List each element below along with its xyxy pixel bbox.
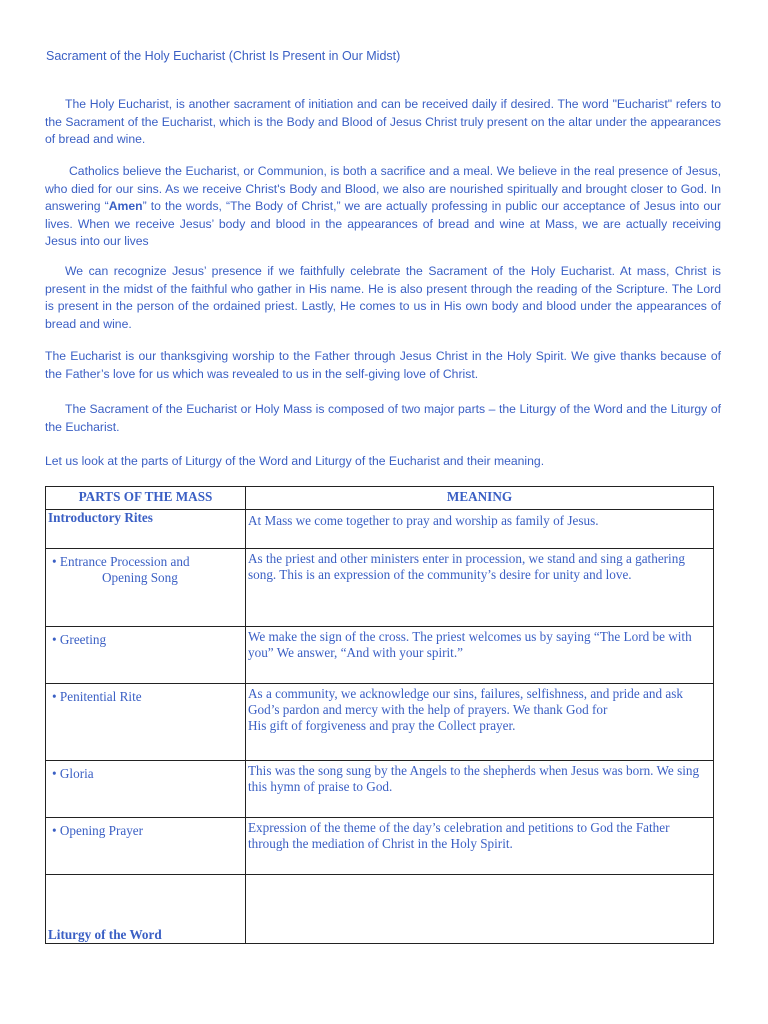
paragraph-recognize-presence: We can recognize Jesus’ presence if we faithfully celebrate the Sacrament of the Holy Eucharist. At mass, Christ is present in the midst of the faithful who gather in His name. He is also present through the reading of the Scripture. The Lord is present in the person of the ordained priest. Lastly, He comes to us in His own body and blood under the appearances of bread and wine. [45,264,721,331]
paragraph-two-parts: The Sacrament of the Eucharist or Holy Mass is composed of two major parts – the Liturgy of the Word and the Liturgy of the Eucharist. [45,402,721,434]
part-label: • Gloria [52,766,94,781]
meaning-line: His gift of forgiveness and pray the Collect prayer. [248,718,516,733]
part-label: • Penitential Rite [52,689,142,704]
meaning-cell [246,684,714,761]
meaning-cell: At Mass we come together to pray and worship as family of Jesus. [246,510,714,549]
paragraph-text: ” to the words, “The Body of Christ,” we are actually professing in public our acceptance of Jesus into our lives. When we receive Jesus’ body and blood in the appearances of bread and wine at Mass, we are actually receiving Jesus into our lives [45,199,722,249]
table-row [46,627,714,684]
table-row [46,549,714,627]
part-label: • Greeting [52,632,107,647]
table-row [46,684,714,761]
header-meaning: MEANING [246,487,714,510]
table-row [46,818,714,875]
part-label: • Entrance Procession and [52,554,190,569]
parts-of-mass-table [45,486,714,944]
header-parts: PARTS OF THE MASS [46,487,246,510]
document-title: Sacrament of the Holy Eucharist (Christ Is Present in Our Midst) [46,49,401,63]
paragraph-intro: The Holy Eucharist, is another sacrament of initiation and can be received daily if desired. The word "Eucharist" refers to the Sacrament of the Eucharist, which is the Body and Blood of Jesus Christ truly present on the altar under the appearances of bread and wine. [45,97,721,147]
paragraph-text: Catholics believe the Eucharist, or Communion, is both a sacrifice and a meal. We believe in the real presence of Jesus, who died for our sins. As we receive Christ's Body and Blood, we also are nourished spiritually and brought closer to God. In answering “ [45,164,721,214]
part-label: • Opening Prayer [52,823,144,838]
part-cell [46,549,246,627]
table-header-row [46,487,714,510]
meaning-cell: This was the song sung by the Angels to the shepherds when Jesus was born. We sing this hymn of praise to God. [246,761,714,818]
meaning-line: As a community, we acknowledge our sins, failures, selfishness, and pride and ask God’s pardon and mercy with the help of prayers. We thank God for [248,686,683,717]
paragraph-catholics-believe [45,163,721,251]
table-row [46,510,714,549]
paragraph-look-at-parts: Let us look at the parts of Liturgy of the Word and Liturgy of the Eucharist and their meaning. [45,454,545,468]
meaning-cell: We make the sign of the cross. The priest welcomes us by saying “The Lord be with you” We answer, “And with your spirit.” [246,627,714,684]
part-cell: Introductory Rites [46,510,246,549]
part-cell [46,761,246,818]
part-cell [46,684,246,761]
part-cell [46,627,246,684]
meaning-cell [246,875,714,944]
part-cell [46,818,246,875]
table-row [46,761,714,818]
table-row [46,875,714,944]
meaning-cell: Expression of the theme of the day’s celebration and petitions to God the Father through the mediation of Christ in the Holy Spirit. [246,818,714,875]
part-cell: Liturgy of the Word [46,875,246,944]
paragraph-thanksgiving: The Eucharist is our thanksgiving worship to the Father through Jesus Christ in the Holy Spirit. We give thanks because of the Father’s love for us which was revealed to us in the self-giving love of Christ. [45,349,721,381]
meaning-cell: As the priest and other ministers enter in procession, we stand and sing a gathering song. This is an expression of the community’s desire for unity and love. [246,549,714,627]
amen-bold: Amen [108,199,143,214]
part-label-line2: Opening Song [102,570,178,585]
